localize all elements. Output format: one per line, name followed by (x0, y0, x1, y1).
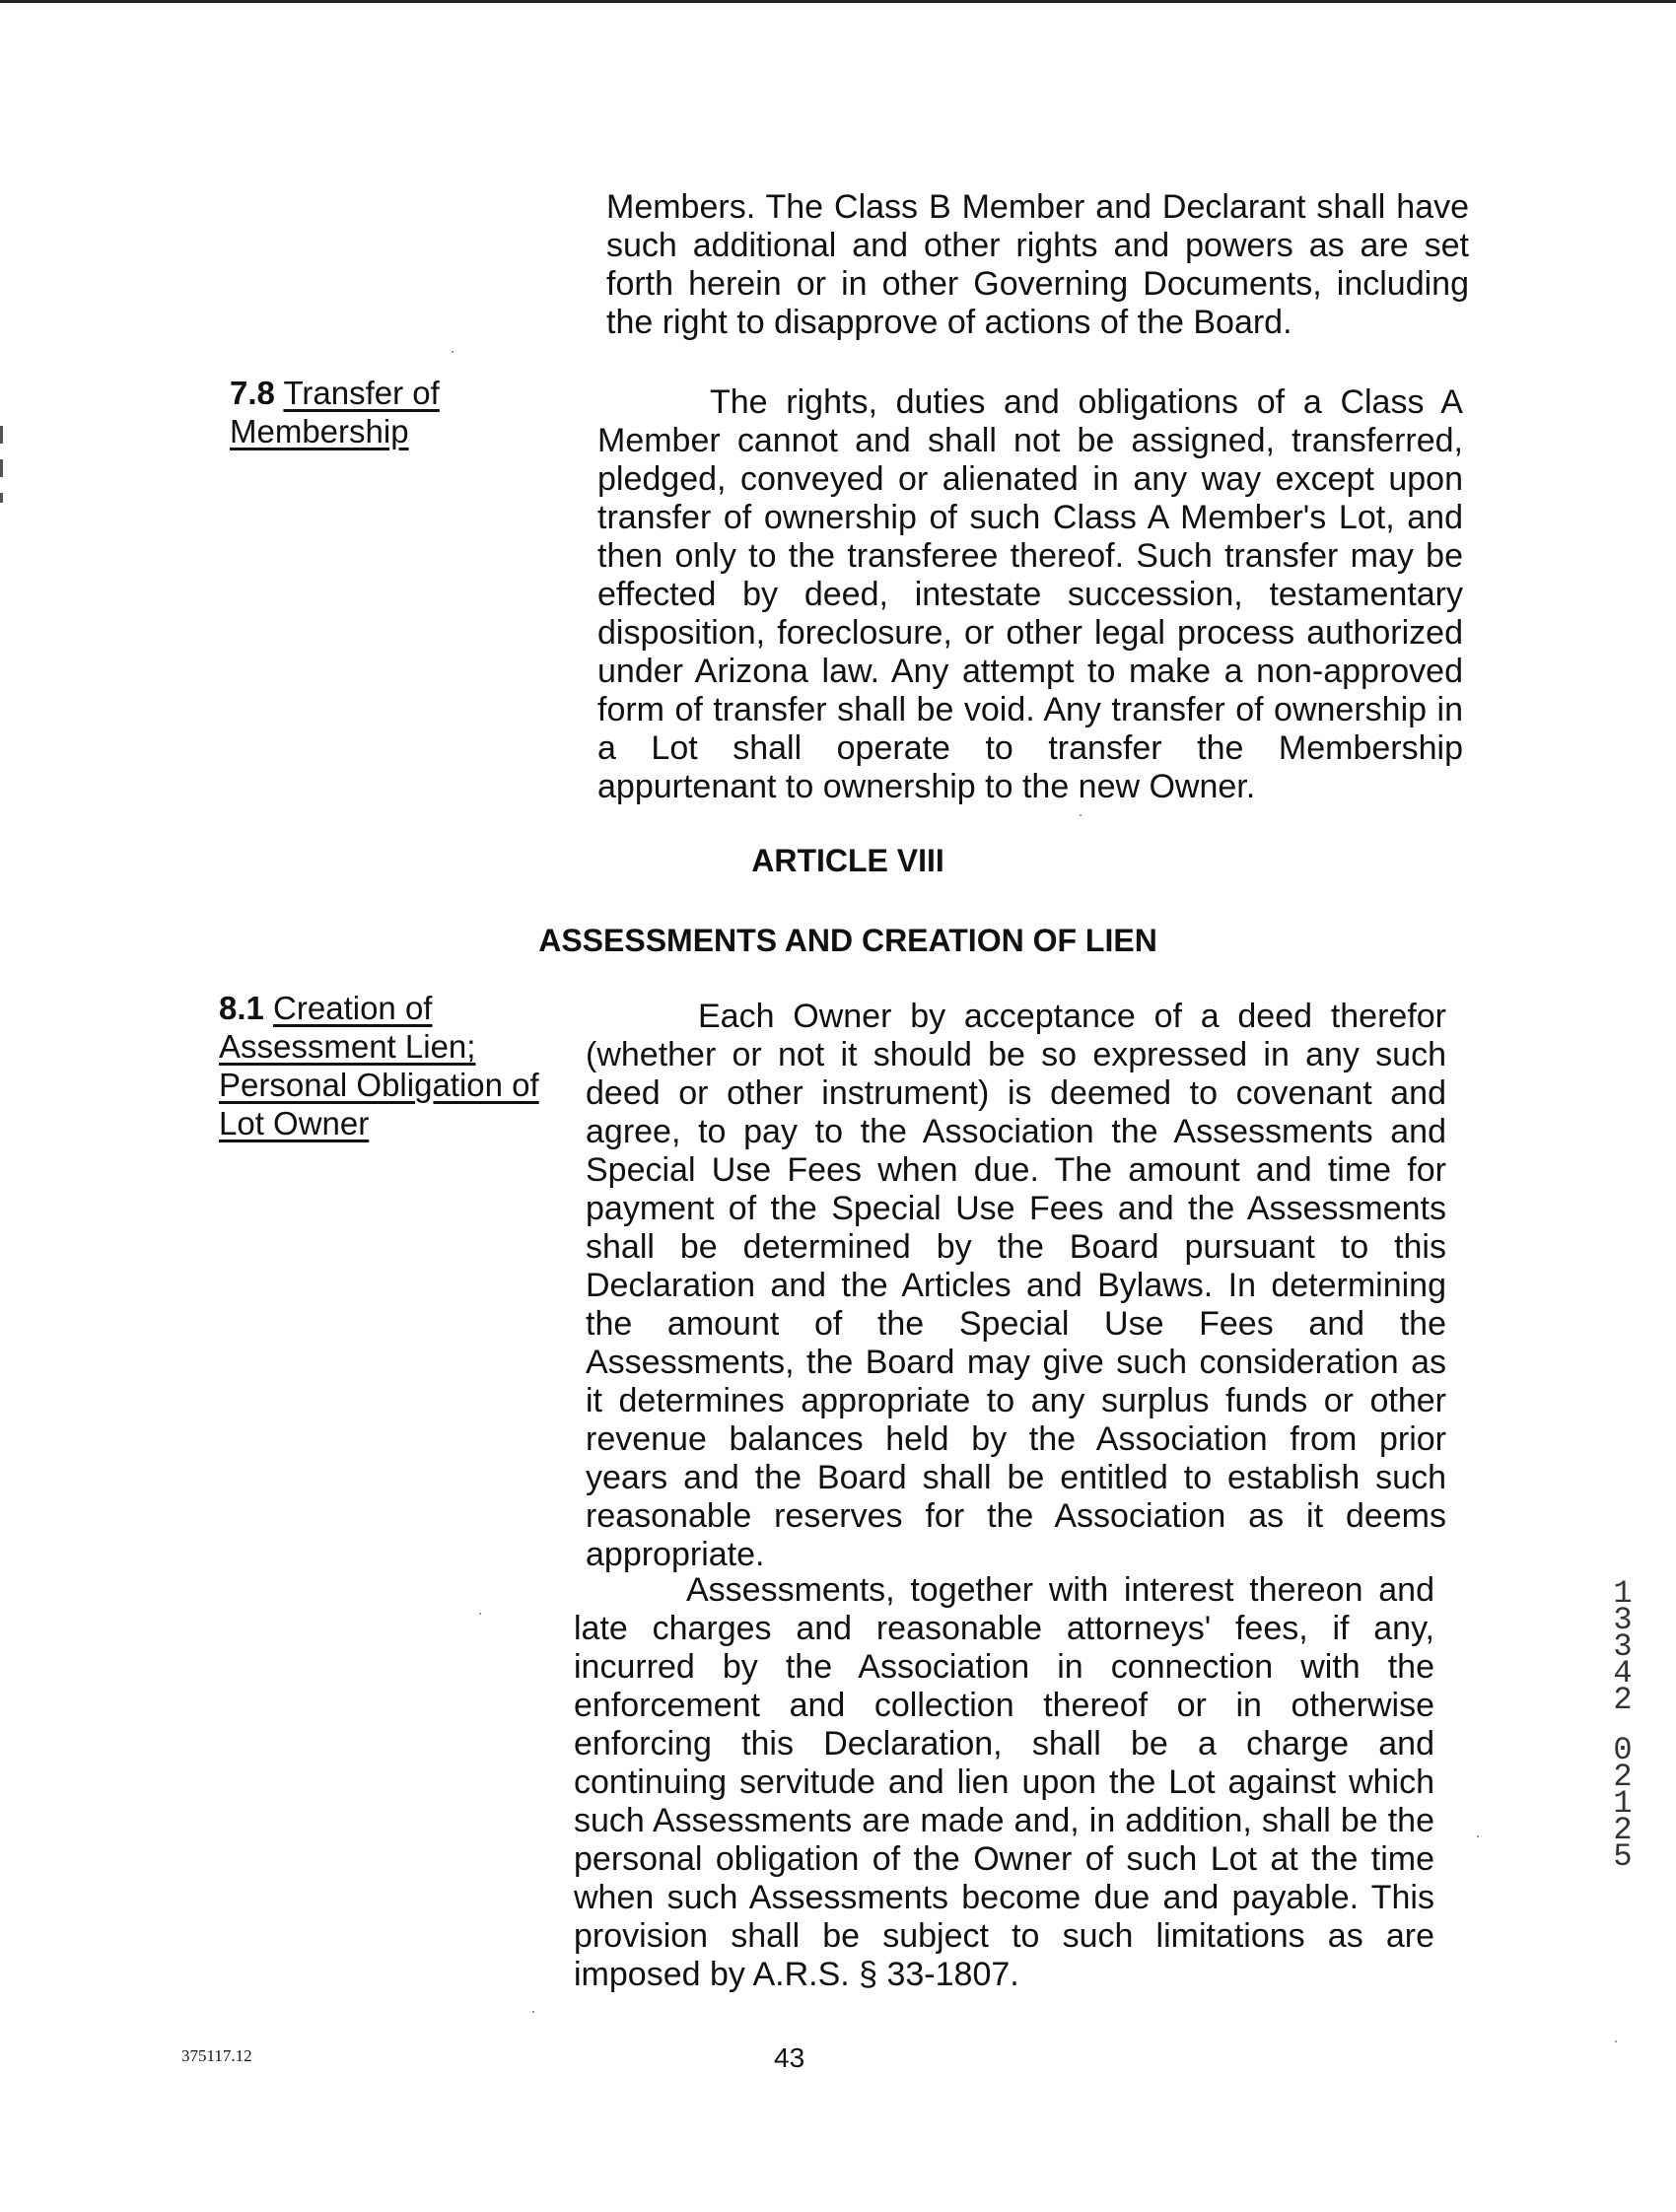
section-7-8-heading (230, 374, 486, 450)
scan-left-mark (0, 459, 3, 477)
continuation-paragraph: Members. The Class B Member and Declarant shall have such additional and other rights and powers as are set forth herein or in other Governing Documents, including the right to disapprove of actions of the Board. (606, 188, 1469, 341)
scan-speck (1477, 1835, 1479, 1837)
article-title: ASSESSMENTS AND CREATION OF LIEN (538, 923, 1157, 958)
stamp-digit: 2 (1613, 1812, 1633, 1848)
scan-speck (1615, 2040, 1617, 2042)
stamp-digit: 2 (1613, 1682, 1633, 1718)
section-8-1-heading (219, 989, 554, 1142)
document-code: 375117.12 (181, 2046, 252, 2065)
scan-left-mark (0, 493, 3, 503)
scan-speck (452, 351, 454, 353)
section-title: Creation of (273, 990, 433, 1026)
scan-speck (479, 1613, 481, 1615)
scan-speck (532, 2011, 534, 2013)
section-title: Transfer of (283, 375, 440, 411)
article-number: ARTICLE VIII (751, 843, 944, 878)
stamp-digit: 4 (1613, 1655, 1633, 1692)
page-number: 43 (774, 2042, 805, 2073)
section-number: 7.8 (230, 375, 275, 411)
section-number: 8.1 (219, 990, 264, 1026)
scan-top-edge (0, 0, 1676, 3)
section-title: Lot Owner (219, 1105, 370, 1141)
stamp-digit: 1 (1613, 1785, 1633, 1822)
stamp-digit: 3 (1613, 1602, 1633, 1638)
section-title: Assessment Lien; (219, 1028, 476, 1065)
stamp-digit: 5 (1613, 1838, 1633, 1875)
section-title: Personal Obligation of (219, 1067, 539, 1103)
stamp-digit: 2 (1613, 1759, 1633, 1795)
section-8-1-paragraph-1: Each Owner by acceptance of a deed therefor (whether or not it should be so expressed in any such deed or other instrument) is deemed to covenant and agree, to pay to the Association the Assessments and Special Use Fees when due. The amount and time for payment of the Special Use Fees and the Assessments shall be determined by the Board pursuant to this Declaration and the Articles and Bylaws. In determining the amount of the Special Use Fees and the Assessments, the Board may give such consideration as it determines appropriate to any surplus funds or other revenue balances held by the Association from prior years and the Board shall be entitled to establish such reasonable reserves for the Association as it deems appropriate. (586, 998, 1446, 1573)
scan-speck (1080, 814, 1082, 816)
section-8-1-paragraph-2: Assessments, together with interest thereon and late charges and reasonable attorneys' fees, if any, incurred by the Association in connection with the enforcement and collection thereof or in otherwise enforcing this Declaration, shall be a charge and continuing servitude and lien upon the Lot against which such Assessments are made and, in addition, shall be the personal obligation of the Owner of such Lot at the time when such Assessments become due and payable. This provision shall be subject to such limitations as are imposed by A.R.S. § 33-1807. (574, 1571, 1434, 1993)
section-title: Membership (230, 413, 409, 449)
recording-stamp (1605, 1575, 1641, 1875)
stamp-digit: 0 (1613, 1732, 1633, 1768)
stamp-digit: 3 (1613, 1628, 1633, 1665)
section-7-8-text: The rights, duties and obligations of a Class A Member cannot and shall not be assigned, transferred, pledged, conveyed or alienated in any way except upon transfer of ownership of such Class A Member's Lot, and then only to the transferee thereof. Such transfer may be effected by deed, intestate succession, testamentary disposition, foreclosure, or other legal process authorized under Arizona law. Any attempt to make a non-approved form of transfer shall be void. Any transfer of ownership in a Lot shall operate to transfer the Membership appurtenant to ownership to the new Owner. (597, 383, 1463, 805)
scan-left-mark (0, 426, 3, 444)
stamp-digit: 1 (1613, 1575, 1633, 1612)
